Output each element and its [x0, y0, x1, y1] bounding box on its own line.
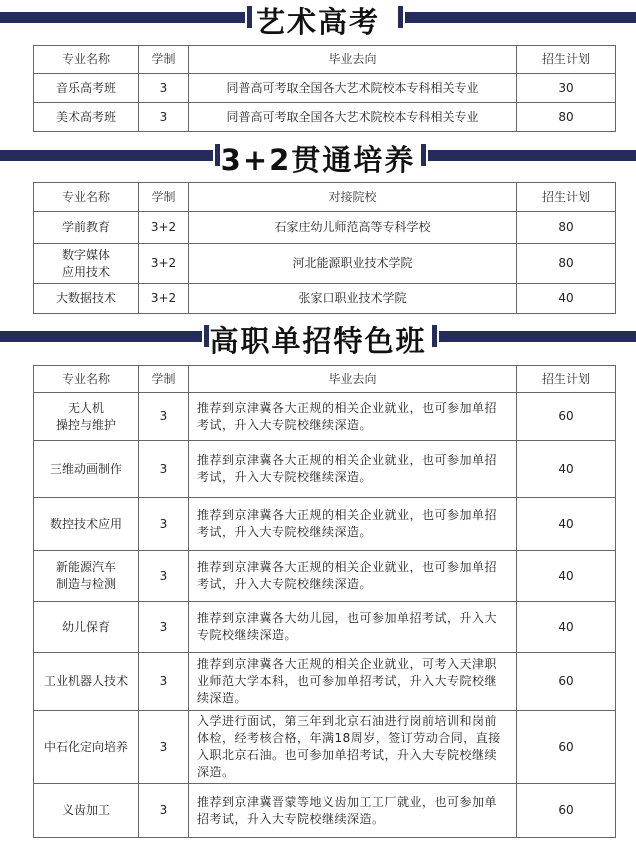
- plan: 60: [517, 711, 616, 784]
- partner-school: 河北能源职业技术学院: [189, 244, 517, 284]
- plan: 30: [517, 74, 616, 103]
- table-header-row: [34, 183, 616, 212]
- section-banner-vocational: [0, 319, 636, 359]
- section-title-vocational: 高职单招特色班: [209, 324, 427, 358]
- major-name: 美术高考班: [34, 103, 139, 132]
- years: 3: [139, 711, 189, 784]
- major-name: 大数据技术: [34, 284, 139, 314]
- destination: 入学进行面试，第三年到北京石油进行岗前培训和岗前体检，经考核合格，年满18周岁，签订劳动合同，直接入职北京石油。也可参加单招考试，升入大专院校继续深造。: [189, 711, 517, 784]
- table-row: [34, 244, 616, 284]
- destination: 推荐到京津冀各大正规的相关企业就业，也可参加单招考试，升入大专院校继续深造。: [189, 498, 517, 551]
- years: 3: [139, 602, 189, 653]
- major-name: 学前教育: [34, 212, 139, 244]
- major-name: 新能源汽车 制造与检测: [34, 551, 139, 602]
- years: 3: [139, 103, 189, 132]
- major-name: 三维动画制作: [34, 441, 139, 498]
- plan: 80: [517, 244, 616, 284]
- col-header-plan: 招生计划: [517, 183, 616, 212]
- col-header-years: 学制: [139, 366, 189, 393]
- years: 3+2: [139, 284, 189, 314]
- partner-school: 石家庄幼儿师范高等专科学校: [189, 212, 517, 244]
- plan: 80: [517, 212, 616, 244]
- years: 3: [139, 551, 189, 602]
- col-header-plan: 招生计划: [517, 46, 616, 74]
- table-row: [34, 74, 616, 103]
- table-row: [34, 498, 616, 551]
- col-header-partner-school: 对接院校: [189, 183, 517, 212]
- plan: 60: [517, 393, 616, 441]
- major-name: 工业机器人技术: [34, 653, 139, 711]
- table-row: [34, 393, 616, 441]
- years: 3: [139, 784, 189, 838]
- destination: 同普高可考取全国各大艺术院校本专科相关专业: [189, 74, 517, 103]
- major-name: 中石化定向培养: [34, 711, 139, 784]
- plan: 40: [517, 602, 616, 653]
- col-header-major: 专业名称: [34, 183, 139, 212]
- plan: 40: [517, 441, 616, 498]
- col-header-plan: 招生计划: [517, 366, 616, 393]
- years: 3+2: [139, 244, 189, 284]
- major-name: 音乐高考班: [34, 74, 139, 103]
- plan: 40: [517, 284, 616, 314]
- major-name: 义齿加工: [34, 784, 139, 838]
- years: 3: [139, 441, 189, 498]
- table-row: [34, 212, 616, 244]
- partner-school: 张家口职业技术学院: [189, 284, 517, 314]
- plan: 60: [517, 653, 616, 711]
- destination: 推荐到京津冀各大正规的相关企业就业，也可参加单招考试，升入大专院校继续深造。: [189, 393, 517, 441]
- table-row: [34, 784, 616, 838]
- through-table: [33, 182, 616, 314]
- col-header-major: 专业名称: [34, 46, 139, 74]
- years: 3+2: [139, 212, 189, 244]
- section-banner-art: [0, 0, 636, 40]
- vocational-table: [33, 365, 616, 838]
- section-banner-through: [0, 138, 636, 178]
- destination: 推荐到京津冀各大幼儿园，也可参加单招考试，升入大专院校继续深造。: [189, 602, 517, 653]
- years: 3: [139, 653, 189, 711]
- table-row: [34, 284, 616, 314]
- destination: 推荐到京津冀各大正规的相关企业就业，也可参加单招考试，升入大专院校继续深造。: [189, 441, 517, 498]
- destination: 推荐到京津冀晋蒙等地义齿加工工厂就业，也可参加单招考试，升入大专院校继续深造。: [189, 784, 517, 838]
- major-name: 无人机 操控与维护: [34, 393, 139, 441]
- table-row: [34, 103, 616, 132]
- plan: 40: [517, 498, 616, 551]
- table-header-row: [34, 366, 616, 393]
- table-row: [34, 551, 616, 602]
- destination: 推荐到京津冀各大正规的相关企业就业，也可参加单招考试，升入大专院校继续深造。: [189, 551, 517, 602]
- table-header-row: [34, 46, 616, 74]
- col-header-major: 专业名称: [34, 366, 139, 393]
- col-header-destination: 毕业去向: [189, 46, 517, 74]
- destination: 同普高可考取全国各大艺术院校本专科相关专业: [189, 103, 517, 132]
- table-row: [34, 441, 616, 498]
- major-name: 幼儿保育: [34, 602, 139, 653]
- destination: 推荐到京津冀各大正规的相关企业就业，可考入天津职业师范大学本科，也可参加单招考试，升入大专院校继续深造。: [189, 653, 517, 711]
- years: 3: [139, 498, 189, 551]
- section-title-art: 艺术高考: [255, 5, 380, 39]
- plan: 80: [517, 103, 616, 132]
- table-row: [34, 711, 616, 784]
- art-table: [33, 45, 616, 132]
- col-header-years: 学制: [139, 46, 189, 74]
- years: 3: [139, 393, 189, 441]
- table-row: [34, 602, 616, 653]
- years: 3: [139, 74, 189, 103]
- col-header-years: 学制: [139, 183, 189, 212]
- major-name: 数控技术应用: [34, 498, 139, 551]
- plan: 40: [517, 551, 616, 602]
- col-header-destination: 毕业去向: [189, 366, 517, 393]
- table-row: [34, 653, 616, 711]
- major-name: 数字媒体 应用技术: [34, 244, 139, 284]
- section-title-through: 3+2贯通培养: [220, 143, 416, 177]
- plan: 60: [517, 784, 616, 838]
